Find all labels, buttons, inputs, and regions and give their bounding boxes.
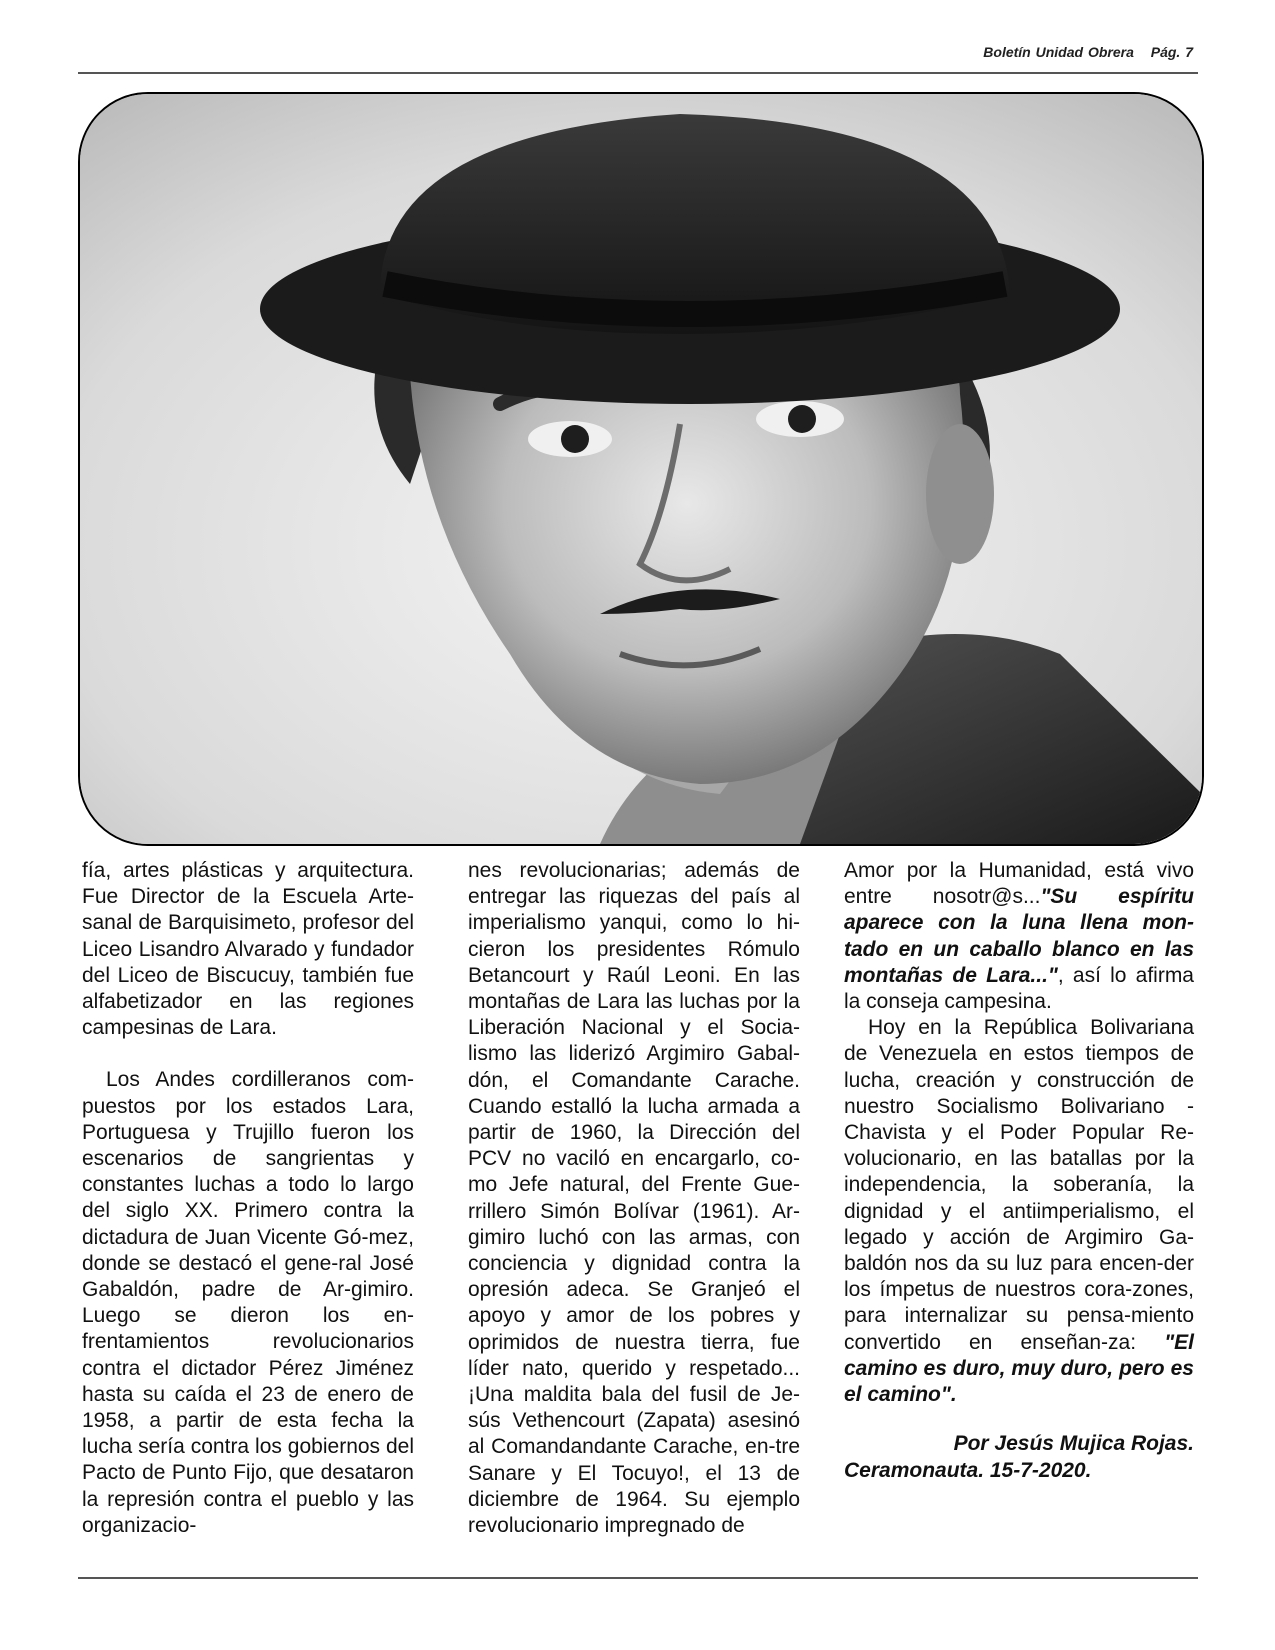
paragraph: Los Andes cordilleranos com-puestos por los estados Lara, Portuguesa y Trujillo fueron los escenarios de sangrientas y constantes luchas a todo lo largo del siglo XX. Primero contra la dictadura de Juan Vicente Gó-mez, donde se destacó el gene-ral José Gabaldón, padre de Ar-gimiro. Luego se dieron los en-frentamientos revolucionarios contra el dictador Pérez Jiménez hasta su caída el 23 de enero de 1958, a partir de esta fecha la lucha sería contra los gobiernos del Pacto de Punto Fijo, que desataron la represión contra el pueblo y las organizacio- (82, 1068, 414, 1537)
paragraph (844, 858, 1194, 1015)
page-header (983, 44, 1193, 60)
quote-text: "El camino es duro, muy duro, pero es el camino". (844, 1330, 1194, 1407)
text-run: Hoy en la República Bolivariana de Venezuela en estos tiempos de lucha, creación y construcción de nuestro Socialismo Bolivariano -Chavista y el Poder Popular Re-volucionario, en las batallas por la independencia, la soberanía, la dignidad y el antiimperialismo, el legado y acción de Argimiro Ga-baldón nos da su luz para encen-der los ímpetus de nuestros cora-zones, para internalizar su pensa-miento convertido en enseñan-za: (844, 1016, 1194, 1354)
text-run: Amor por la Humanidad, está vivo entre nosotr@s... (844, 859, 1194, 909)
article-column-3 (844, 858, 1194, 1484)
signature-name: Por Jesús Mujica Rojas. (953, 1432, 1194, 1456)
paragraph: nes revolucionarias; además de entregar las riquezas del país al imperialismo yanqui, como lo hi-cieron los presidentes Rómulo Betancourt y Raúl Leoni. En las montañas de Lara las luchas por la Liberación Nacional y el Socia-lismo las liderizó Argimiro Gabal-dón, el Comandante Carache. Cuando estalló la lucha armada a partir de 1960, la Dirección del PCV no vaciló en encargarlo, co-mo Jefe natural, del Frente Gue-rrillero Simón Bolívar (1961). Ar-gimiro luchó con las armas, con conciencia y dignidad contra la opresión adeca. Se Granjeó el apoyo y amor de los pobres y oprimidos de nuestra tierra, fue líder nato, querido y respetado... ¡Una maldita bala del fusil de Je-sús Vethencourt (Zapata) asesinó al Comandandante Carache, en-tre Sanare y El Tocuyo!, el 13 de diciembre de 1964. Su ejemplo revolucionario impregnado de (468, 859, 800, 1538)
page-number: Pág. 7 (1150, 44, 1193, 60)
signature-date: Ceramonauta. 15-7-2020. (844, 1459, 1092, 1483)
portrait-photo (78, 92, 1204, 846)
quote-text: "Su espíritu aparece con la luna llena mon-tado en un caballo blanco en las montañas de Lara..." (844, 885, 1194, 987)
header-rule (78, 72, 1198, 74)
portrait-illustration (80, 94, 1202, 844)
publication-title: Boletín Unidad Obrera (983, 44, 1134, 60)
text-run: , así lo afirma la conseja campesina. (844, 963, 1194, 1014)
footer-rule (78, 1577, 1198, 1579)
article-column-1 (82, 858, 414, 1539)
paragraph (844, 1015, 1194, 1408)
paragraph: fía, artes plásticas y arquitectura. Fue Director de la Escuela Arte-sanal de Barquisimeto, profesor del Liceo Lisandro Alvarado y fundador del Liceo de Biscucuy, también fue alfabetizador en las regiones campesinas de Lara. (82, 859, 414, 1040)
article-column-2 (468, 858, 800, 1539)
author-signature (844, 1430, 1194, 1484)
